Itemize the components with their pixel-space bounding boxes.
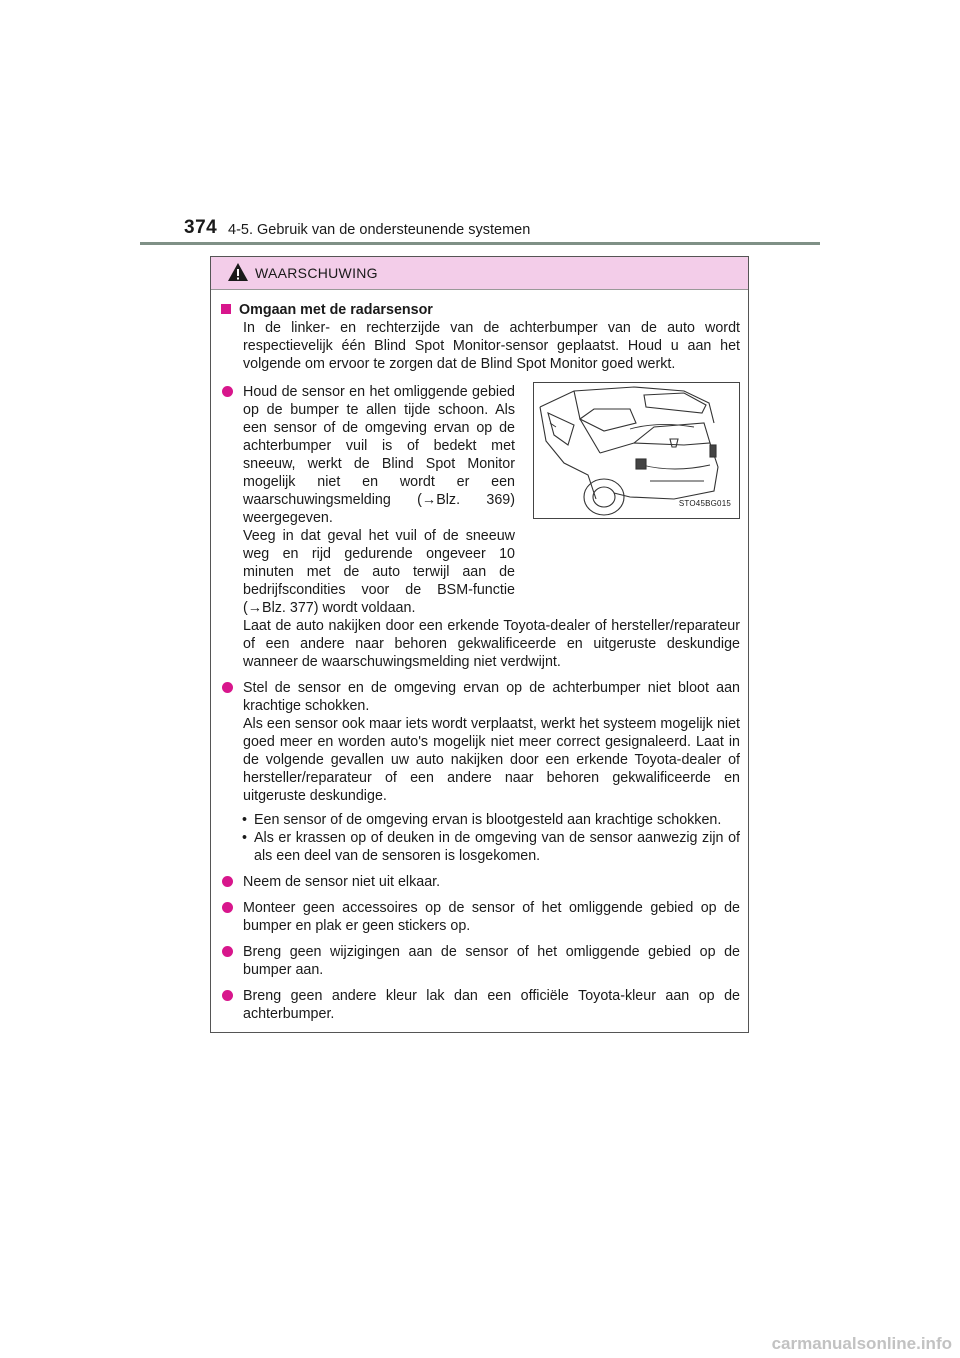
- square-bullet-icon: [221, 304, 231, 314]
- item-5-text: Breng geen wijzigingen aan de sensor of het omliggende gebied op de bumper aan.: [243, 944, 740, 978]
- item-3-text: Neem de sensor niet uit elkaar.: [243, 874, 441, 890]
- page-number: 374: [184, 217, 218, 238]
- sub-bullet-icon: •: [242, 830, 248, 846]
- item-4-text: Monteer geen accessoires op de sensor of het omliggende gebied op de bumper en plak er geen stickers op.: [243, 900, 740, 934]
- item-1-text-2: Veeg in dat geval het vuil of de sneeuw weg en rijd gedurende ongeveer 10 minuten met de auto terwijl aan de bedrijfscondities voor de BSM-functie (→Blz. 377) wordt voldaan.: [243, 528, 515, 616]
- header-rule: [140, 242, 820, 245]
- subheading: [221, 301, 740, 319]
- circle-bullet-icon: [222, 902, 233, 913]
- list-item: [221, 987, 740, 1023]
- warning-triangle-icon: [227, 262, 249, 282]
- intro-paragraph: In de linker- en rechterzijde van de achterbumper van de auto wordt respectievelijk één Blind Spot Monitor-sensor geplaatst. Houd u aan het volgende om ervoor te zorgen dat de Blind Spot Monitor goed werkt.: [243, 320, 740, 372]
- sub-bullet-icon: •: [242, 812, 248, 828]
- list-item: [221, 873, 740, 891]
- item-1-block: [221, 383, 740, 671]
- watermark: carmanualsonline.info: [771, 1334, 952, 1353]
- item-1-text-3: Laat de auto nakijken door een erkende Toyota-dealer of hersteller/reparateur of een andere naar behoren gekwalificeerde en uitgeruste deskundige wanneer de waarschuwingsmelding niet verdwijnt.: [243, 618, 740, 670]
- sub-list-item: [221, 811, 740, 829]
- section-title: 4-5. Gebruik van de ondersteunende systemen: [228, 222, 531, 238]
- warning-box: [210, 256, 749, 1033]
- circle-bullet-icon: [222, 946, 233, 957]
- circle-bullet-icon: [222, 386, 233, 397]
- sub-list-item: [221, 829, 740, 865]
- sub-item-1-text: Een sensor of de omgeving ervan is blootgesteld aan krachtige schokken.: [254, 812, 722, 828]
- sub-item-2-text: Als er krassen op of deuken in de omgeving van de sensor aanwezig zijn of als een deel van de sensoren is losgekomen.: [254, 830, 740, 864]
- illustration-code: STO45BG015: [678, 499, 731, 508]
- circle-bullet-icon: [222, 682, 233, 693]
- list-item: [221, 679, 740, 805]
- list-item: [221, 383, 515, 617]
- circle-bullet-icon: [222, 876, 233, 887]
- item-2-text-2: Als een sensor ook maar iets wordt verplaatst, werkt het systeem mogelijk niet goed meer en worden auto's mogelijk niet meer correct gesignaleerd. Laat in de volgende gevallen uw auto nakijken door een erkende Toyota-dealer of hersteller/reparateur of een andere naar behoren gekwalificeerde en uitgeruste deskundige.: [243, 716, 740, 804]
- car-rear-illustration: [533, 382, 740, 519]
- list-item: [221, 899, 740, 935]
- list-item: [221, 943, 740, 979]
- item-1-text: Houd de sensor en het omliggende gebied op de bumper te allen tijde schoon. Als een sensor of de omgeving ervan op de achterbumper vuil is of bedekt met sneeuw, werkt de Blind Spot Monitor mogelijk niet en wordt er een waarschuwingsmelding (→Blz. 369) weergegeven.: [243, 384, 515, 526]
- circle-bullet-icon: [222, 990, 233, 1001]
- item-2-text-1: Stel de sensor en de omgeving ervan op de achterbumper niet bloot aan krachtige schokken.: [243, 680, 740, 714]
- subheading-text: Omgaan met de radarsensor: [239, 302, 433, 318]
- warning-title: WAARSCHUWING: [255, 265, 378, 281]
- warning-content: [221, 301, 740, 1023]
- item-6-text: Breng geen andere kleur lak dan een officiële Toyota-kleur aan op de achterbumper.: [243, 988, 740, 1022]
- warning-header: [211, 257, 748, 290]
